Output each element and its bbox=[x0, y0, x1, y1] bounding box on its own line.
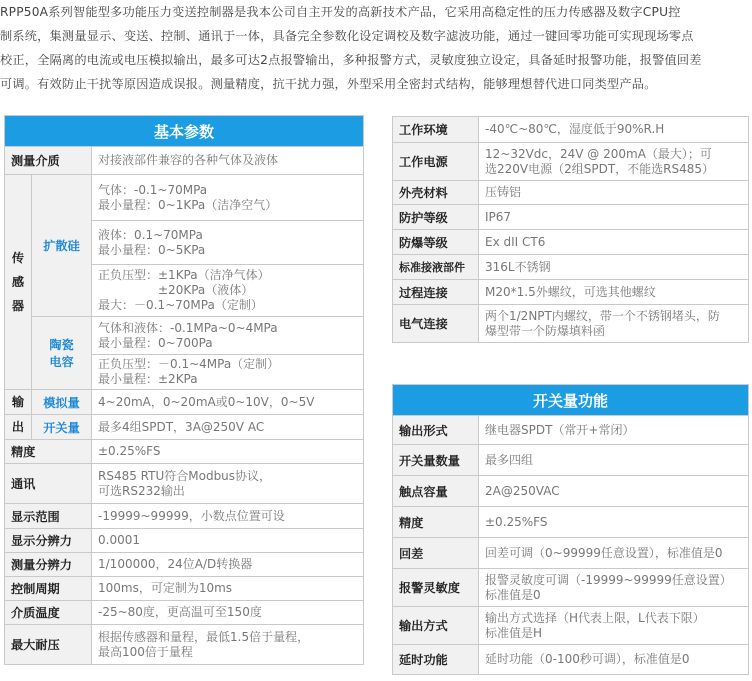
row-value: ±0.25%FS bbox=[479, 507, 749, 538]
row-value: 延时功能（0-100秒可调），标准值是0 bbox=[479, 645, 749, 675]
intro-paragraph bbox=[0, 0, 752, 96]
switch-function-table bbox=[392, 384, 749, 675]
row-label: 防爆等级 bbox=[393, 230, 479, 255]
intro-line: 制系统，集测量显示、变送、控制、通讯于一体，具备完全参数化设定调校及数字滤波功能，通过一键回零功能可实现现场零点 bbox=[0, 29, 694, 43]
row-label: 通讯 bbox=[5, 464, 92, 504]
switch-function-title: 开关量功能 bbox=[393, 385, 749, 416]
row-value: -25~80度，更高温可至150度 bbox=[92, 601, 364, 625]
ceramic-compound-value: 正负压型：－0.1~4MPa（定制） 最小量程：±2KPa bbox=[92, 355, 364, 390]
row-value: 316L不锈钢 bbox=[479, 255, 749, 280]
row-label: 延时功能 bbox=[393, 645, 479, 675]
row-value: 2A@250VAC bbox=[479, 476, 749, 507]
switch-value: 最多4组SPDT，3A@250V AC bbox=[92, 415, 364, 440]
row-value: Ex dII CT6 bbox=[479, 230, 749, 255]
row-value: 回差可调（0~99999任意设置），标准值是0 bbox=[479, 538, 749, 569]
row-label: 防护等级 bbox=[393, 205, 479, 230]
row-value: 12~32Vdc，24V @ 200mA（最大）；可 选220V电源（2组SPDT，不能选RS485） bbox=[479, 143, 749, 181]
row-value: M20*1.5外螺纹，可选其他螺纹 bbox=[479, 280, 749, 305]
analog-label: 模拟量 bbox=[32, 390, 92, 415]
row-label: 显示分辨力 bbox=[5, 529, 92, 553]
row-value: 根据传感器和量程，最低1.5倍于量程， 最高100倍于量程 bbox=[92, 625, 364, 665]
row-value: -40℃~80℃，湿度低于90%R.H bbox=[479, 117, 749, 143]
switch-label: 开关量 bbox=[32, 415, 92, 440]
row-value: 1/100000，24位A/D转换器 bbox=[92, 553, 364, 577]
intro-line: 校正，全隔离的电流或电压模拟输出，最多可达2点报警输出，多种报警方式，灵敏度独立设定，具备延时报警功能，报警值回差 bbox=[0, 53, 702, 67]
row-value: 100ms，可定制为10ms bbox=[92, 577, 364, 601]
analog-value: 4~20mA，0~20mA或0~10V，0~5V bbox=[92, 390, 364, 415]
row-label: 触点容量 bbox=[393, 476, 479, 507]
sensor-label: 传 感 器 bbox=[5, 175, 32, 390]
environment-table bbox=[392, 116, 749, 343]
output-label-2: 出 bbox=[5, 415, 32, 440]
row-label: 报警灵敏度 bbox=[393, 569, 479, 607]
row-label: 介质温度 bbox=[5, 601, 92, 625]
row-value: 压铸铝 bbox=[479, 181, 749, 205]
diffused-compound-value: 正负压型：±1KPa（洁净气体） ±20KPa（液体） 最大：－0.1~70MPa（定制） bbox=[92, 265, 364, 317]
row-label: 开关量数量 bbox=[393, 445, 479, 476]
row-label: 工作环境 bbox=[393, 117, 479, 143]
row-value: 输出方式选择（H代表上限，L代表下限） 标准值是H bbox=[479, 607, 749, 645]
row-value: -19999~99999，小数点位置可设 bbox=[92, 504, 364, 529]
row-value: 两个1/2NPT内螺纹，带一个不锈钢堵头，防 爆型带一个防爆填料函 bbox=[479, 305, 749, 343]
row-label: 过程连接 bbox=[393, 280, 479, 305]
row-label: 精度 bbox=[5, 440, 92, 464]
row-label: 电气连接 bbox=[393, 305, 479, 343]
basic-params-table bbox=[4, 115, 364, 665]
medium-label: 测量介质 bbox=[5, 147, 92, 175]
row-label: 外壳材料 bbox=[393, 181, 479, 205]
row-value: IP67 bbox=[479, 205, 749, 230]
row-value: 继电器SPDT（常开+常闭） bbox=[479, 416, 749, 445]
row-label: 测量分辨力 bbox=[5, 553, 92, 577]
row-label: 显示范围 bbox=[5, 504, 92, 529]
intro-line: RPP50A系列智能型多功能压力变送控制器是我本公司自主开发的高新技术产品，它采用高稳定性的压力传感器及数字CPU控 bbox=[0, 5, 681, 19]
ceramic-capacitor-label: 陶瓷 电容 bbox=[32, 317, 92, 390]
output-label-1: 输 bbox=[5, 390, 32, 415]
diffused-silicon-label: 扩散硅 bbox=[32, 175, 92, 317]
row-label: 回差 bbox=[393, 538, 479, 569]
medium-value: 对接液部件兼容的各种气体及液体 bbox=[92, 147, 364, 175]
ceramic-range-value: 气体和液体：-0.1MPa~0~4MPa 最小量程：0~700Pa bbox=[92, 317, 364, 355]
row-label: 输出方式 bbox=[393, 607, 479, 645]
row-label: 标准接液部件 bbox=[393, 255, 479, 280]
diffused-liquid-value: 液体：0.1~70MPa 最小量程：0~5KPa bbox=[92, 221, 364, 265]
row-label: 输出形式 bbox=[393, 416, 479, 445]
row-value: RS485 RTU符合Modbus协议， 可选RS232输出 bbox=[92, 464, 364, 504]
row-label: 最大耐压 bbox=[5, 625, 92, 665]
basic-params-title: 基本参数 bbox=[5, 116, 364, 147]
intro-line: 可调。有效防止干扰等原因造成误报。测量精度，抗干扰力强，外型采用全密封式结构，能够理想替代进口同类型产品。 bbox=[0, 77, 657, 91]
row-label: 精度 bbox=[393, 507, 479, 538]
row-value: 0.0001 bbox=[92, 529, 364, 553]
diffused-gas-value: 气体：-0.1~70MPa 最小量程：0~1KPa（洁净空气） bbox=[92, 175, 364, 221]
row-value: 最多四组 bbox=[479, 445, 749, 476]
row-value: 报警灵敏度可调（-19999~99999任意设置） 标准值是0 bbox=[479, 569, 749, 607]
row-value: ±0.25%FS bbox=[92, 440, 364, 464]
row-label: 工作电源 bbox=[393, 143, 479, 181]
row-label: 控制周期 bbox=[5, 577, 92, 601]
